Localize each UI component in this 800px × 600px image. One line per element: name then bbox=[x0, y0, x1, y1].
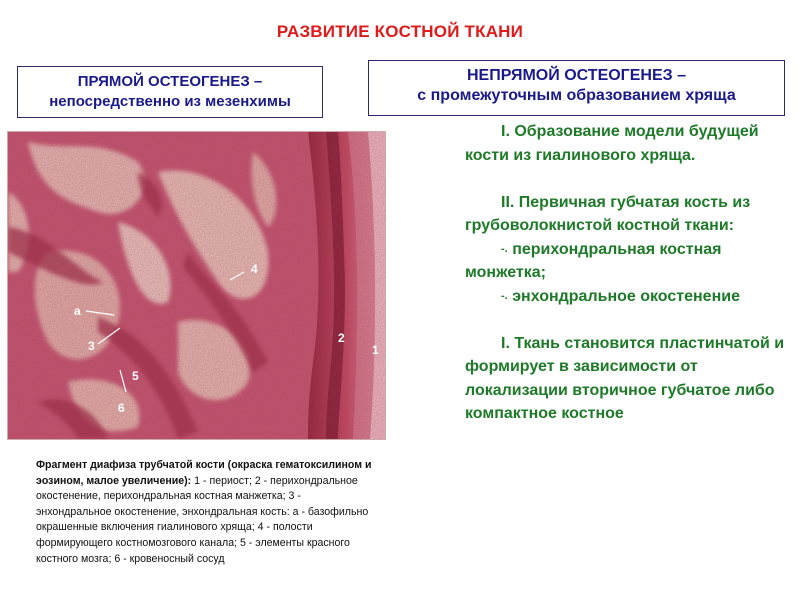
indirect-stages-list bbox=[465, 120, 785, 426]
caption-text: 1 - периост; 2 - перихондральное окостенение, перихондральная костная манжетка; 3 - энхондральное окостенение, энхондральная кость: а - базофильно окрашенные включения гиалинового хряща; 4 - полости формирующего костномозгового канала; 5 - элементы красного костного мозга; 6 - кровеносный сосуд bbox=[36, 474, 369, 565]
indirect-osteogenesis-box bbox=[368, 60, 785, 116]
histology-image bbox=[8, 132, 385, 439]
stage-3-text: I. Ткань становится пластинчатой и формирует в зависимости от локализации вторичное губчатое либо компактное костное bbox=[465, 334, 785, 422]
histology-micrograph bbox=[8, 132, 385, 439]
direct-osteogenesis-subtitle: непосредственно из мезенхимы bbox=[49, 93, 291, 110]
stage-2-text: II. Первичная губчатая кость из грубоволокнистой костной ткани: bbox=[465, 193, 751, 234]
label-3: 3 bbox=[88, 339, 95, 353]
bullet-marker: -. bbox=[501, 289, 508, 302]
label-6: 6 bbox=[118, 401, 125, 415]
bullet-marker: -. bbox=[501, 242, 508, 255]
label-1: 1 bbox=[372, 343, 379, 357]
stage-2-bullet-2 bbox=[465, 285, 785, 309]
bullet-1-text: перихондральная костная монжетка; bbox=[465, 240, 722, 281]
direct-osteogenesis-box bbox=[17, 66, 323, 118]
label-4: 4 bbox=[251, 262, 258, 276]
bullet-2-text: энхондральное окостенение bbox=[512, 287, 740, 305]
label-5: 5 bbox=[132, 369, 139, 383]
figure-caption bbox=[36, 458, 376, 567]
page-title: РАЗВИТИЕ КОСТНОЙ ТКАНИ bbox=[276, 22, 524, 41]
stage-1-text: I. Образование модели будущей кости из гиалинового хряща. bbox=[465, 123, 759, 164]
caption-heading: Фрагмент диафиза трубчатой кости (окраска гематоксилином и эозином, малое увеличение): bbox=[36, 459, 372, 487]
indirect-osteogenesis-subtitle: с промежуточным образованием хряща bbox=[417, 87, 736, 104]
label-a: а bbox=[74, 304, 81, 318]
indirect-osteogenesis-heading: НЕПРЯМОЙ ОСТЕОГЕНЕЗ – bbox=[466, 67, 687, 84]
label-2: 2 bbox=[338, 331, 345, 345]
stage-2-bullet-1 bbox=[465, 238, 785, 285]
direct-osteogenesis-heading: ПРЯМОЙ ОСТЕОГЕНЕЗ – bbox=[77, 73, 263, 90]
